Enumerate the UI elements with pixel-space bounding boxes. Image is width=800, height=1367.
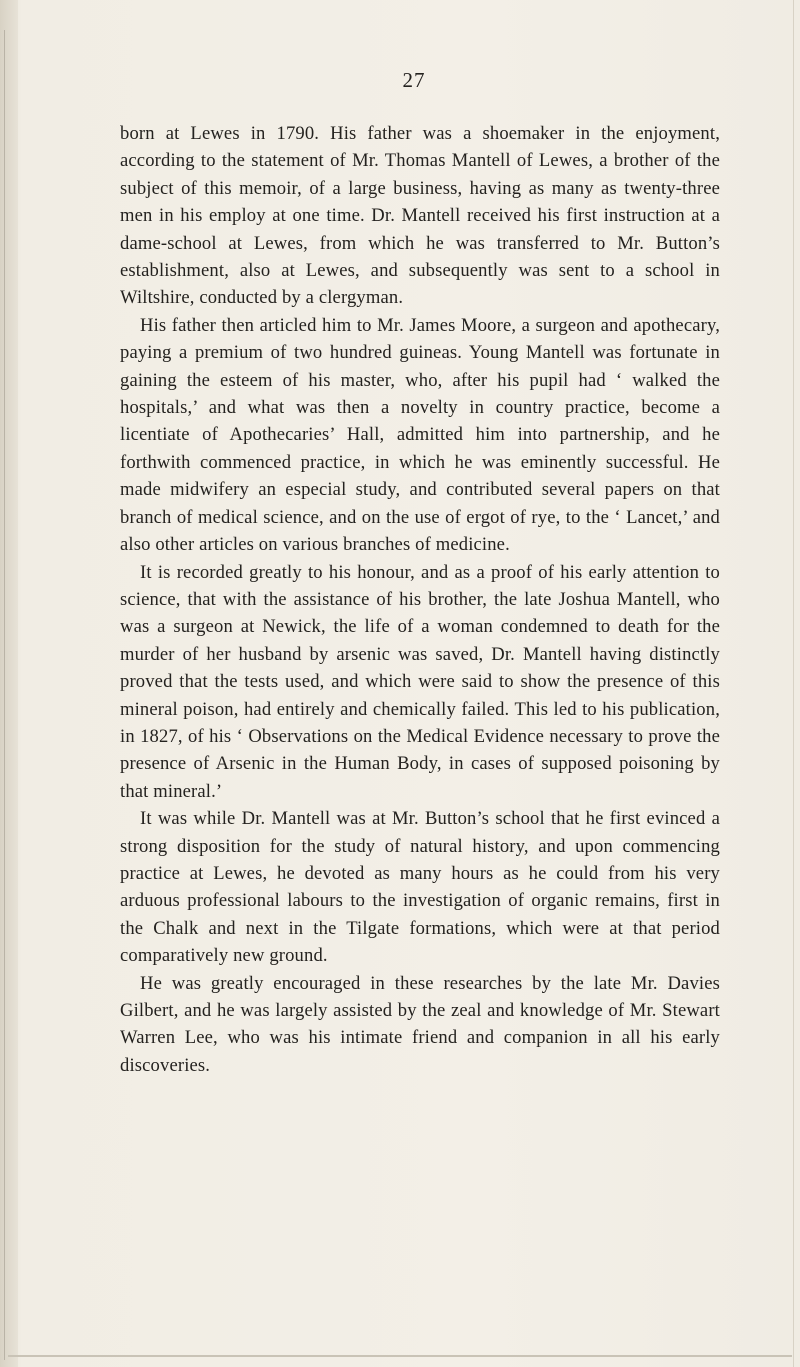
bottom-edge-rule (8, 1355, 792, 1357)
gutter-rule (4, 30, 5, 1360)
paragraph-5: He was greatly encouraged in these researches by the late Mr. Davies Gilbert, and he was largely assisted by the zeal and knowledge of Mr. Stewart Warren Lee, who was his intimate friend and companion in all his early discoveries. (120, 972, 720, 1076)
page-number-line (0, 68, 800, 93)
paragraph-1: born at Lewes in 1790. His father was a shoemaker in the enjoyment, according to the statement of Mr. Thomas Mantell of Lewes, a brother of the subject of this memoir, of a large business, having as many as twenty-three men in his employ at one time. Dr. Mantell received his first instruction at a dame-school at Lewes, from which he was transferred to Mr. Button’s establishment, also at Lewes, and subsequently was sent to a school in Wiltshire, conducted by a clergyman. (120, 123, 720, 309)
body-text (120, 120, 720, 1079)
paragraph-4: It was while Dr. Mantell was at Mr. Button’s school that he first evinced a strong disposition for the study of natural history, and upon commencing practice at Lewes, he devoted as many hours as he could from his very arduous professional labours to the investigation of organic remains, first in the Chalk and next in the Tilgate formations, which were at that period comparatively new ground. (120, 808, 720, 967)
page-gutter (0, 0, 18, 1367)
right-edge-rule (793, 0, 794, 1367)
paragraph-3: It is recorded greatly to his honour, and as a proof of his early attention to science, that with the assistance of his brother, the late Joshua Mantell, who was a surgeon at Newick, the life of a woman condemned to death for the murder of her husband by arsenic was saved, Dr. Mantell having distinctly proved that the tests used, and which were said to show the presence of this mineral poison, had entirely and chemically failed. This led to his publication, in 1827, of his ‘ Observations on the Medical Evidence necessary to prove the presence of Arsenic in the Human Body, in cases of supposed poisoning by that mineral.’ (120, 561, 720, 802)
paragraph-2: His father then articled him to Mr. James Moore, a surgeon and apothecary, paying a premium of two hundred guineas. Young Mantell was fortunate in gaining the esteem of his master, who, after his pupil had ‘ walked the hospitals,’ and what was then a novelty in country practice, become a licentiate of Apothecaries’ Hall, admitted him into partnership, and he forthwith commenced practice, in which he was eminently successful. He made midwifery an especial study, and contributed several papers on that branch of medical science, and on the use of ergot of rye, to the ‘ Lancet,’ and also other articles on various branches of medicine. (120, 314, 720, 556)
page-number: 27 (402, 68, 426, 92)
